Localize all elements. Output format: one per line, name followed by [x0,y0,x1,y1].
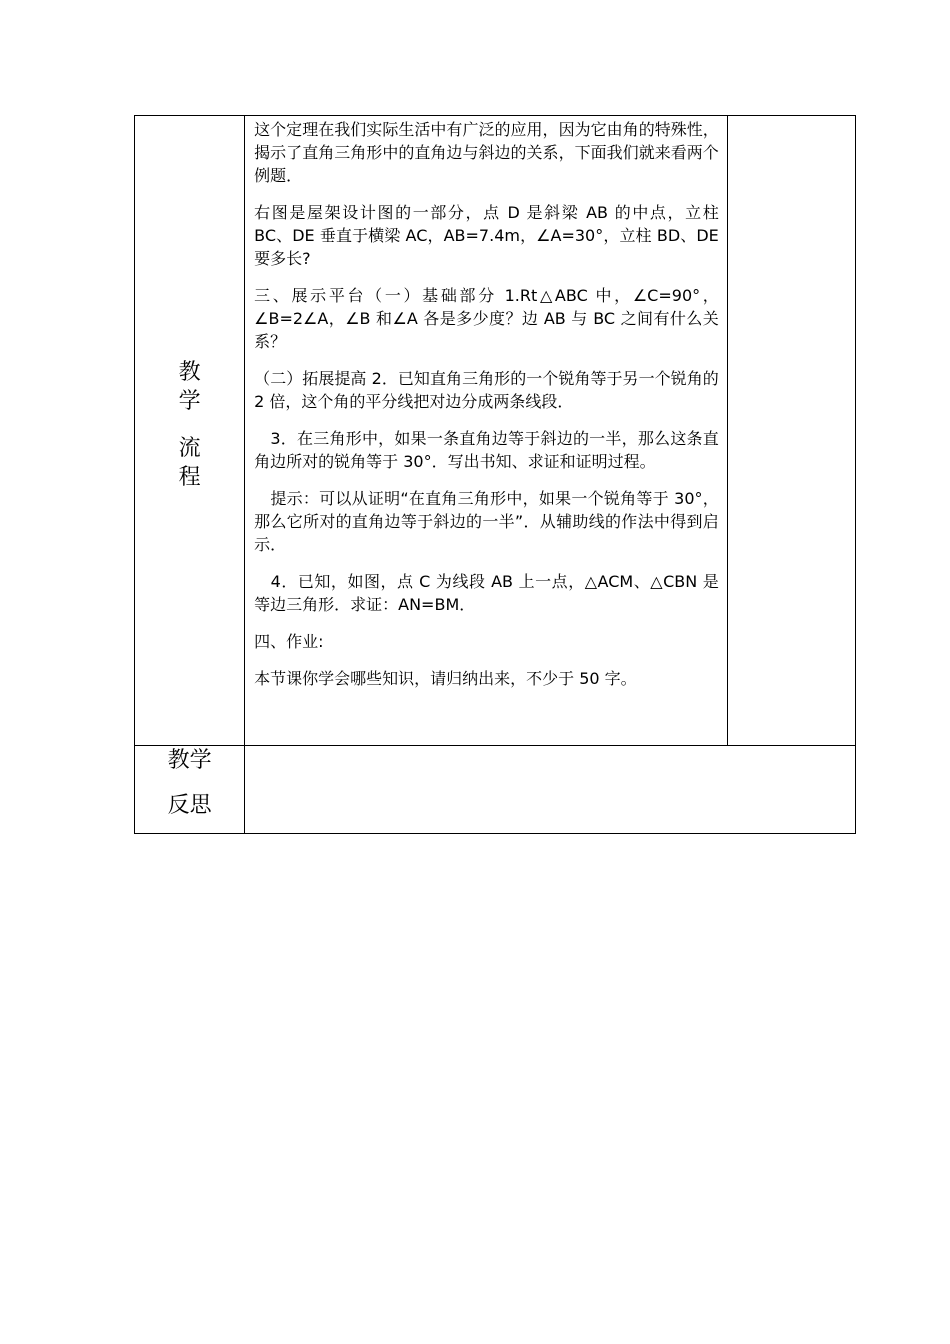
paragraph-homework-task: 本节课你学会哪些知识，请归纳出来，不少于 50 字。 [254,669,637,688]
label-char: 学 [178,389,201,414]
lesson-plan-table [134,115,856,834]
teaching-flow-label-cell [135,116,245,746]
teaching-flow-row [135,116,856,746]
label-line: 教学 [167,748,212,773]
paragraph-roof-example: 右图是屋架设计图的一部分，点 D 是斜梁 AB 的中点，立柱 BC、DE 垂直于横梁 AC，AB=7.4m，∠A=30°，立柱 BD、DE 要多长? [254,203,719,268]
paragraph-exercise-4: 4．已知，如图，点 C 为线段 AB 上一点，△ACM、△CBN 是等边三角形．求证：AN=BM． [254,572,719,614]
paragraph-extension: （二）拓展提高 2．已知直角三角形的一个锐角等于另一个锐角的 2 倍，这个角的平分线把对边分成两条线段． [254,369,719,411]
label-line: 反思 [167,793,212,818]
paragraph-basic-part: 三、展示平台（一）基础部分 1.Rt△ABC 中，∠C=90°，∠B=2∠A，∠B 和∠A 各是多少度？边 AB 与 BC 之间有什么关系？ [254,286,719,351]
paragraph-hint: 提示：可以从证明“在直角三角形中，如果一个锐角等于 30°，那么它所对的直角边等于斜边的一半”．从辅助线的作法中得到启示． [254,489,719,554]
label-char: 程 [178,465,201,490]
label-char: 教 [178,360,201,385]
teaching-reflection-content [245,746,856,834]
paragraph-exercise-3: 3．在三角形中，如果一条直角边等于斜边的一半，那么这条直角边所对的锐角等于 30°．写出书知、求证和证明过程。 [254,429,719,471]
paragraph-theorem-application: 这个定理在我们实际生活中有广泛的应用，因为它由角的特殊性，揭示了直角三角形中的直角边与斜边的关系，下面我们就来看两个例题． [254,120,719,185]
teaching-reflection-label [135,746,245,834]
label-char: 流 [178,436,201,461]
notes-cell [727,116,855,746]
teaching-flow-content [245,116,728,746]
teaching-reflection-row [135,746,856,834]
teaching-flow-label [135,358,244,492]
paragraph-homework-heading: 四、作业: [254,632,324,651]
